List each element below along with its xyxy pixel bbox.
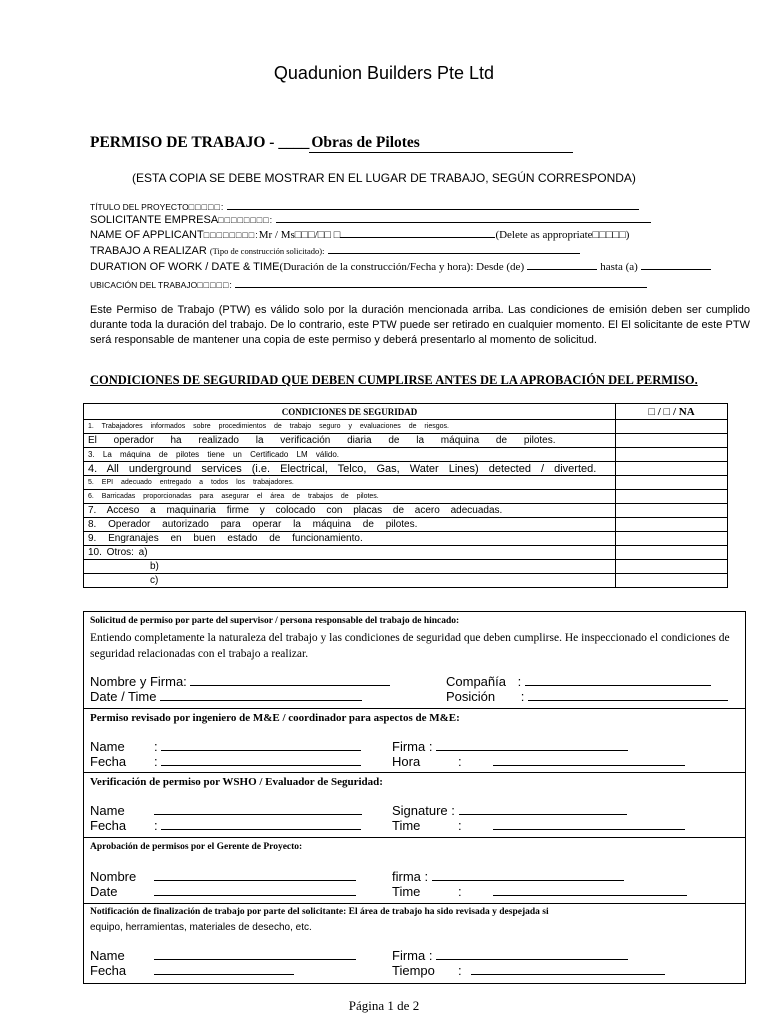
safety-conditions-table (83, 403, 728, 588)
completion-date-line[interactable] (154, 962, 294, 975)
me-time-row: Hora : (392, 753, 685, 769)
table-row (84, 462, 728, 476)
completion-time-row: Tiempo : (392, 962, 665, 978)
me-date-row: Fecha : (90, 753, 361, 769)
completion-signature-line[interactable] (436, 947, 628, 960)
completion-time-label: Tiempo (392, 963, 435, 978)
table-row (84, 560, 728, 574)
company-line[interactable] (525, 673, 711, 686)
applicant-name-label: NAME OF APPLICANT (90, 229, 204, 241)
completion-signature-row (392, 947, 628, 963)
table-row (84, 476, 728, 490)
applicant-company-field (90, 213, 651, 226)
check-cell-3[interactable] (616, 448, 728, 462)
condition-10a: 10. Otros: a) (84, 546, 616, 560)
supervisor-position-row: Posición : (446, 688, 728, 704)
wsho-name-row (90, 802, 362, 818)
pm-time-line[interactable] (493, 883, 687, 896)
pm-signature-line[interactable] (432, 868, 624, 881)
wsho-time-row: Time : (392, 817, 685, 833)
duration-from-line (527, 260, 597, 270)
me-name-row: Name : (90, 738, 361, 754)
page-number: Página 1 de 2 (348, 998, 420, 1013)
permit-type: Obras de Pilotes (309, 134, 573, 153)
table-row (84, 434, 728, 448)
pm-signature-row (392, 868, 624, 884)
pm-name-row (90, 868, 356, 884)
permit-title (90, 134, 573, 153)
duration-to-line (641, 260, 711, 270)
condition-9: 9. Engranajes en buen estado de funcionamiento. (84, 532, 616, 546)
table-header-row (84, 404, 728, 420)
completion-name-row (90, 947, 356, 963)
approvals-box (83, 611, 746, 984)
work-hint: (Tipo de construcción solicitado): (209, 246, 325, 256)
work-field (90, 244, 580, 257)
wsho-time-line[interactable] (493, 817, 685, 830)
copy-note: (ESTA COPIA SE DEBE MOSTRAR EN EL LUGAR DE TRABAJO, SEGÚN CORRESPONDA) (132, 171, 636, 185)
check-cell-9[interactable] (616, 532, 728, 546)
me-name-line[interactable] (161, 738, 361, 751)
condition-8: 8. Operador autorizado para operar la máquina de pilotes. (84, 518, 616, 532)
pm-heading: Aprobación de permisos por el Gerente de Proyecto: (90, 842, 303, 852)
pm-date-label: Date (90, 884, 118, 899)
table-row (84, 518, 728, 532)
me-signature-line[interactable] (436, 738, 628, 751)
applicant-company-label: SOLICITANTE EMPRESA (90, 214, 219, 226)
completion-name-label: Name (90, 948, 125, 963)
wsho-name-label: Name (90, 803, 125, 818)
applicant-name-line (340, 228, 495, 238)
position-label: Posición (446, 689, 496, 704)
pm-name-label: Nombre (90, 869, 137, 884)
applicant-title-options: Mr / Ms□□□/□□ □ (258, 229, 341, 241)
condition-10b: b) (84, 560, 616, 574)
wsho-heading: Verificación de permiso por WSHO / Evaluador de Seguridad: (90, 776, 383, 788)
supervisor-date-row (90, 688, 362, 704)
wsho-section (84, 772, 745, 838)
project-title-field (90, 200, 639, 212)
check-cell-10a[interactable] (616, 546, 728, 560)
completion-date-label: Fecha (90, 963, 127, 978)
me-section (84, 708, 745, 773)
supervisor-heading: Solicitud de permiso por parte del supervisor / persona responsable del trabajo de hincado: (90, 616, 460, 626)
duration-label: DURATION OF WORK / DATE & TIME (90, 261, 280, 273)
supervisor-section (84, 612, 745, 709)
project-title-label: TÍTULO DEL PROYECTO (90, 202, 189, 212)
safety-conditions-heading: CONDICIONES DE SEGURIDAD QUE DEBEN CUMPLIRSE ANTES DE LA APROBACIÓN DEL PERMISO. (90, 373, 698, 387)
check-cell-1[interactable] (616, 420, 728, 434)
table-row (84, 532, 728, 546)
me-time-label: Hora (392, 754, 421, 769)
pm-time-row: Time : (392, 883, 687, 899)
date-time-line[interactable] (160, 688, 362, 701)
duration-to-label: hasta (a) (600, 261, 638, 273)
completion-section (84, 903, 745, 983)
condition-7: 7. Acceso a maquinaria firme y colocado con placas de acero adecuadas. (84, 504, 616, 518)
pm-time-label: Time (392, 884, 421, 899)
permit-title-prefix: PERMISO DE TRABAJO - ____ (90, 134, 310, 151)
me-name-label: Name (90, 739, 125, 754)
wsho-time-label: Time (392, 818, 421, 833)
check-cell-6[interactable] (616, 490, 728, 504)
completion-signature-label: Firma : (392, 948, 433, 963)
me-date-line[interactable] (161, 753, 361, 766)
table-row (84, 490, 728, 504)
wsho-date-line[interactable] (161, 817, 361, 830)
condition-4: 4. All underground services (i.e. Electrical, Telco, Gas, Water Lines) detected / diverted. (84, 462, 616, 476)
project-title-line (227, 200, 639, 210)
me-signature-row (392, 738, 628, 754)
name-sign-line[interactable] (190, 673, 390, 686)
company-name: Quadunion Builders Pte Ltd (273, 63, 495, 83)
applicant-company-glyphs: □□□□□□□□: (218, 215, 274, 225)
completion-time-line[interactable] (471, 962, 665, 975)
check-cell-10c[interactable] (616, 574, 728, 588)
date-time-label: Date / Time (90, 689, 157, 704)
duration-field (90, 260, 711, 273)
completion-statement: equipo, herramientas, materiales de desecho, etc. (90, 922, 312, 933)
condition-10c: c) (84, 574, 616, 588)
me-date-label: Fecha (90, 754, 127, 769)
supervisor-statement: Entiendo completamente la naturaleza del trabajo y las condiciones de seguridad que deben cumplirse. He inspeccionado el condiciones de seguridad relacionadas con el trabajo a realizar. (90, 632, 730, 660)
condition-5: 5. EPI adecuado entregado a todos los trabajadores. (84, 476, 616, 490)
wsho-name-line[interactable] (154, 802, 362, 815)
duration-hint: (Duración de la construcción/Fecha y hora): Desde (de) (279, 261, 525, 273)
check-cell-2[interactable] (616, 434, 728, 448)
wsho-date-row: Fecha : (90, 817, 361, 833)
supervisor-company-row: Compañía : (446, 673, 711, 689)
table-row (84, 448, 728, 462)
me-heading: Permiso revisado por ingeniero de M&E / coordinador para aspectos de M&E: (90, 712, 460, 724)
condition-1: 1. Trabajadores informados sobre procedimientos de trabajo seguro y evaluaciones de riesgos. (84, 420, 616, 434)
supervisor-name-sign-row (90, 673, 390, 689)
table-row (84, 574, 728, 588)
project-title-glyphs: □□□□□: (188, 202, 225, 212)
me-signature-label: Firma : (392, 739, 433, 754)
wsho-date-label: Fecha (90, 818, 127, 833)
location-label: UBICACIÓN DEL TRABAJO (90, 280, 198, 290)
completion-heading: Notificación de finalización de trabajo por parte del solicitante: El área de trabajo ha sido revisada y despejada si (90, 907, 549, 917)
condition-6: 6. Barricadas proporcionadas para asegurar el área de trabajos de pilotes. (84, 490, 616, 504)
table-row (84, 420, 728, 434)
pm-section (84, 837, 745, 904)
applicant-company-line (276, 213, 651, 223)
location-line (235, 278, 647, 288)
condition-3: 3. La máquina de pilotes tiene un Certificado LM válido. (84, 448, 616, 462)
wsho-signature-label: Signature : (392, 803, 455, 818)
location-field (90, 278, 647, 290)
me-time-line[interactable] (493, 753, 685, 766)
completion-name-line[interactable] (154, 947, 356, 960)
pm-date-line[interactable] (154, 883, 356, 896)
name-sign-label: Nombre y Firma: (90, 674, 187, 689)
check-cell-10b[interactable] (616, 560, 728, 574)
check-cell-5[interactable] (616, 476, 728, 490)
wsho-signature-row (392, 802, 627, 818)
check-cell-7[interactable] (616, 504, 728, 518)
conditions-header: CONDICIONES DE SEGURIDAD (84, 404, 616, 420)
pm-signature-label: firma : (392, 869, 429, 884)
check-cell-4[interactable] (616, 462, 728, 476)
table-row (84, 546, 728, 560)
check-header: □ / □ / NA (616, 404, 728, 420)
pm-date-row (90, 883, 356, 899)
applicant-name-field (90, 228, 629, 241)
check-cell-8[interactable] (616, 518, 728, 532)
work-label: TRABAJO A REALIZAR (90, 245, 207, 257)
table-row (84, 504, 728, 518)
location-glyphs: □□□□□: (197, 280, 233, 290)
company-label: Compañía (446, 674, 506, 689)
applicant-name-glyphs: □□□□□□□□: (203, 230, 259, 240)
work-line (328, 244, 580, 254)
pm-name-line[interactable] (154, 868, 356, 881)
completion-date-row (90, 962, 294, 978)
delete-as-appropriate: (Delete as appropriate□□□□□) (495, 229, 630, 241)
wsho-signature-line[interactable] (459, 802, 627, 815)
intro-paragraph: Este Permiso de Trabajo (PTW) es válido solo por la duración mencionada arriba. Las condiciones de emisión deben ser cumplido durante toda la duración del trabajo. De lo contrario, este PTW puede ser retirado en cualquier momento. El El solicitante de este PTW será responsable de mantener una copia de este permiso y deberá presentarlo al momento de solicitud. (90, 304, 750, 346)
condition-2: El operador ha realizado la verificación diaria de la máquina de pilotes. (84, 434, 616, 448)
position-line[interactable] (528, 688, 728, 701)
